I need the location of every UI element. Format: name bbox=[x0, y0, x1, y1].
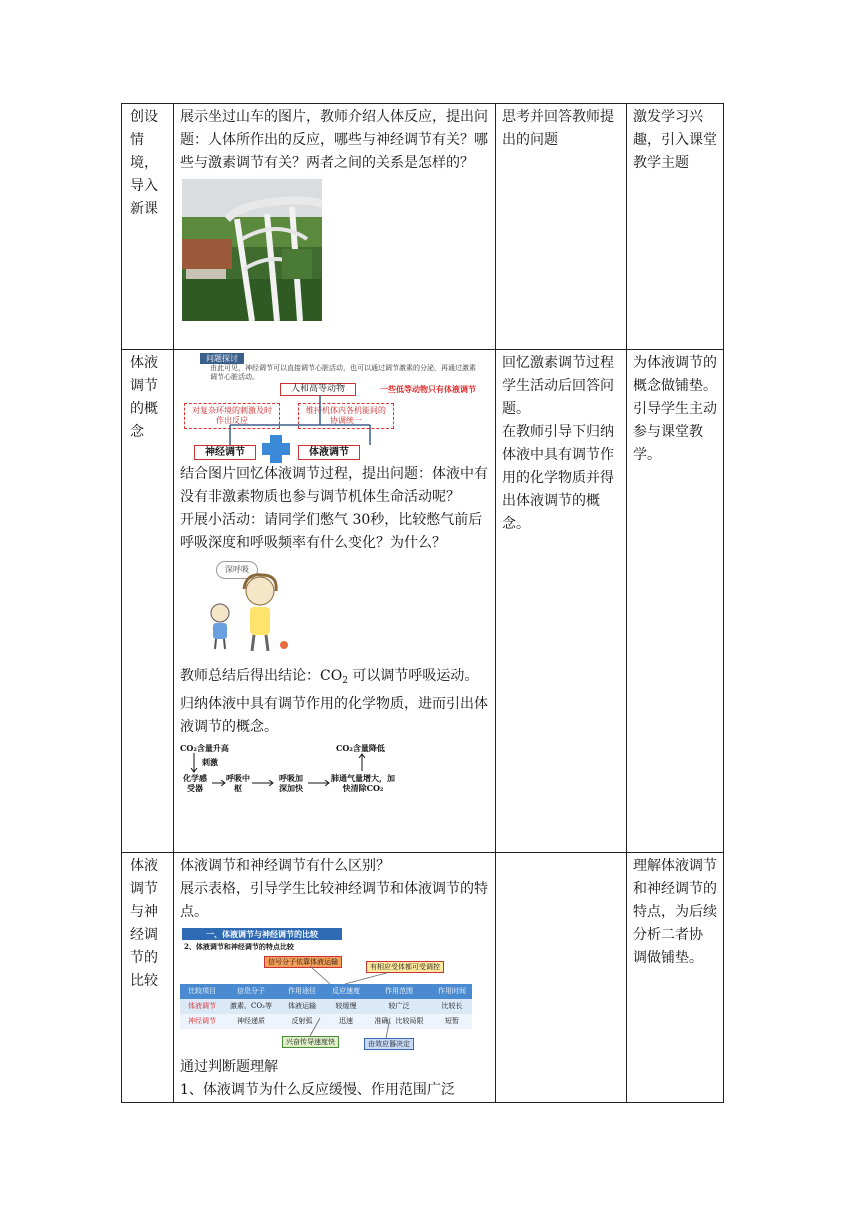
problem-text: 由此可见，神经调节可以直接调节心脏活动，也可以通过调节激素的分泌，再通过激素调节心脏活动。 bbox=[210, 364, 476, 381]
teacher-activity-cell bbox=[174, 350, 496, 853]
compare-cell: 迅速 bbox=[339, 1017, 353, 1025]
bottom-left-box: 神经调节 bbox=[194, 445, 256, 460]
student-text: 回忆激素调节过程学生活动后回答问题。 bbox=[502, 355, 614, 417]
problem-tag: 问题探讨 bbox=[200, 353, 244, 364]
compare-header: 信息分子 bbox=[237, 987, 265, 995]
note-bottom-right: 由效应器决定 bbox=[364, 1038, 414, 1050]
teacher-question: 体液调节和神经调节有什么区别？ bbox=[180, 858, 390, 874]
right-note: 维持机体内各机能间的协调统一 bbox=[298, 403, 394, 429]
breath-holding-illustration bbox=[180, 561, 480, 657]
teacher-activity: 开展小活动：请同学们憋气 30秒，比较憋气前后呼吸深度和呼吸频率有什么变化？为什么？ bbox=[180, 512, 483, 551]
bottom-right-box: 体液调节 bbox=[298, 445, 360, 460]
compare-header: 作用时间 bbox=[438, 987, 466, 995]
compare-header: 比较项目 bbox=[188, 987, 216, 995]
flow-stim: 刺激 bbox=[202, 757, 218, 767]
note-top-right: 有相应受体都可受调控 bbox=[366, 961, 444, 973]
teacher-text: 展示坐过山车的图片，教师介绍人体反应，提出问题：人体所作出的反应，哪些与神经调节有关？哪些与激素调节有关？两者之间的关系是怎样的？ bbox=[180, 109, 488, 171]
conclusion-suffix: 可以调节呼吸运动。 bbox=[347, 668, 479, 684]
flow-top-right: CO₂含量降低 bbox=[336, 743, 385, 753]
compare-cell: 体液调节 bbox=[188, 1002, 216, 1010]
compare-cell: 体液运输 bbox=[288, 1002, 316, 1010]
regulation-overview-figure bbox=[180, 353, 480, 463]
compare-cell: 短暂 bbox=[445, 1017, 459, 1025]
teacher-question: 结合图片回忆体液调节过程，提出问题：体液中有没有非激素物质也参与调节机体生命活动呢？ bbox=[180, 466, 488, 505]
co2-flow-diagram bbox=[180, 743, 420, 803]
stage-cell: 创设情境，导入新课 bbox=[122, 104, 174, 350]
stage-cell: 体液调节与神经调节的比较 bbox=[122, 853, 174, 1103]
stage-cell: 体液调节的概念 bbox=[122, 350, 174, 853]
teacher-text: 通过判断题理解 bbox=[180, 1059, 278, 1075]
box-center: 人和高等动物 bbox=[280, 383, 356, 396]
student-activity-cell bbox=[496, 853, 627, 1103]
table-row bbox=[122, 104, 724, 350]
table-row bbox=[122, 350, 724, 853]
student-activity-cell: 思考并回答教师提出的问题 bbox=[496, 104, 627, 350]
compare-cell: 较广泛 bbox=[388, 1002, 410, 1010]
design-intent-cell bbox=[627, 350, 724, 853]
flow-node-3: 呼吸加深加快 bbox=[279, 773, 303, 793]
compare-cell: 神经调节 bbox=[188, 1017, 216, 1025]
box-right: 一些低等动物只有体液调节 bbox=[380, 384, 476, 394]
compare-subtitle: 2、体液调节和神经调节的特点比较 bbox=[184, 942, 294, 951]
flow-node-4: 肺通气量增大，加快清除CO₂ bbox=[331, 773, 395, 793]
teacher-activity-cell bbox=[174, 104, 496, 350]
compare-banner: 一、体液调节与神经调节的比较 bbox=[182, 928, 342, 940]
roller-coaster-photo bbox=[182, 179, 489, 329]
intent-text: 引导学生主动参与课堂教学。 bbox=[633, 401, 717, 463]
lesson-plan-table bbox=[121, 103, 724, 1103]
conclusion-prefix: 教师总结后得出结论：CO bbox=[180, 668, 343, 684]
compare-cell: 激素、CO₂等 bbox=[230, 1002, 272, 1010]
teacher-activity-cell bbox=[174, 853, 496, 1103]
compare-header: 作用范围 bbox=[385, 987, 413, 995]
teacher-summary: 归纳体液中具有调节作用的化学物质，进而引出体液调节的概念。 bbox=[180, 696, 488, 735]
student-activity-cell bbox=[496, 350, 627, 853]
teacher-text: 1、体液调节为什么反应缓慢、作用范围广泛 bbox=[180, 1082, 455, 1098]
teacher-activity: 展示表格，引导学生比较神经调节和体液调节的特点。 bbox=[180, 881, 488, 920]
compare-cell: 神经递质 bbox=[237, 1017, 265, 1025]
note-top-left: 信号分子依靠体液运输 bbox=[264, 956, 342, 968]
comparison-figure bbox=[180, 926, 480, 1052]
note-bottom-left: 兴奋传导速度快 bbox=[282, 1036, 339, 1048]
compare-header: 反应速度 bbox=[332, 987, 360, 995]
design-intent-cell: 激发学习兴趣，引入课堂教学主题 bbox=[627, 104, 724, 350]
conclusion-subscript: 2 bbox=[342, 676, 348, 686]
compare-cell: 较缓慢 bbox=[335, 1002, 357, 1010]
left-note: 对复杂环境的刺激及时作出反应 bbox=[184, 403, 280, 429]
teacher-conclusion bbox=[180, 665, 489, 693]
speech-bubble: 深呼吸 bbox=[216, 561, 258, 579]
intent-text: 为体液调节的概念做铺垫。 bbox=[633, 355, 717, 394]
compare-header: 作用途径 bbox=[288, 987, 316, 995]
student-text: 在教师引导下归纳体液中具有调节作用的化学物质并得出体液调节的概念。 bbox=[502, 424, 614, 532]
compare-cell: 比较长 bbox=[441, 1002, 463, 1010]
compare-cell: 反射弧 bbox=[291, 1017, 313, 1025]
table-row bbox=[122, 853, 724, 1103]
flow-node-2: 呼吸中枢 bbox=[226, 773, 250, 793]
flow-node-1: 化学感受器 bbox=[183, 773, 207, 793]
flow-top-left: CO₂含量升高 bbox=[180, 743, 229, 753]
compare-cell: 准确、比较局限 bbox=[374, 1017, 424, 1025]
design-intent-cell: 理解体液调节和神经调节的特点，为后续分析二者协 调做铺垫。 bbox=[627, 853, 724, 1103]
